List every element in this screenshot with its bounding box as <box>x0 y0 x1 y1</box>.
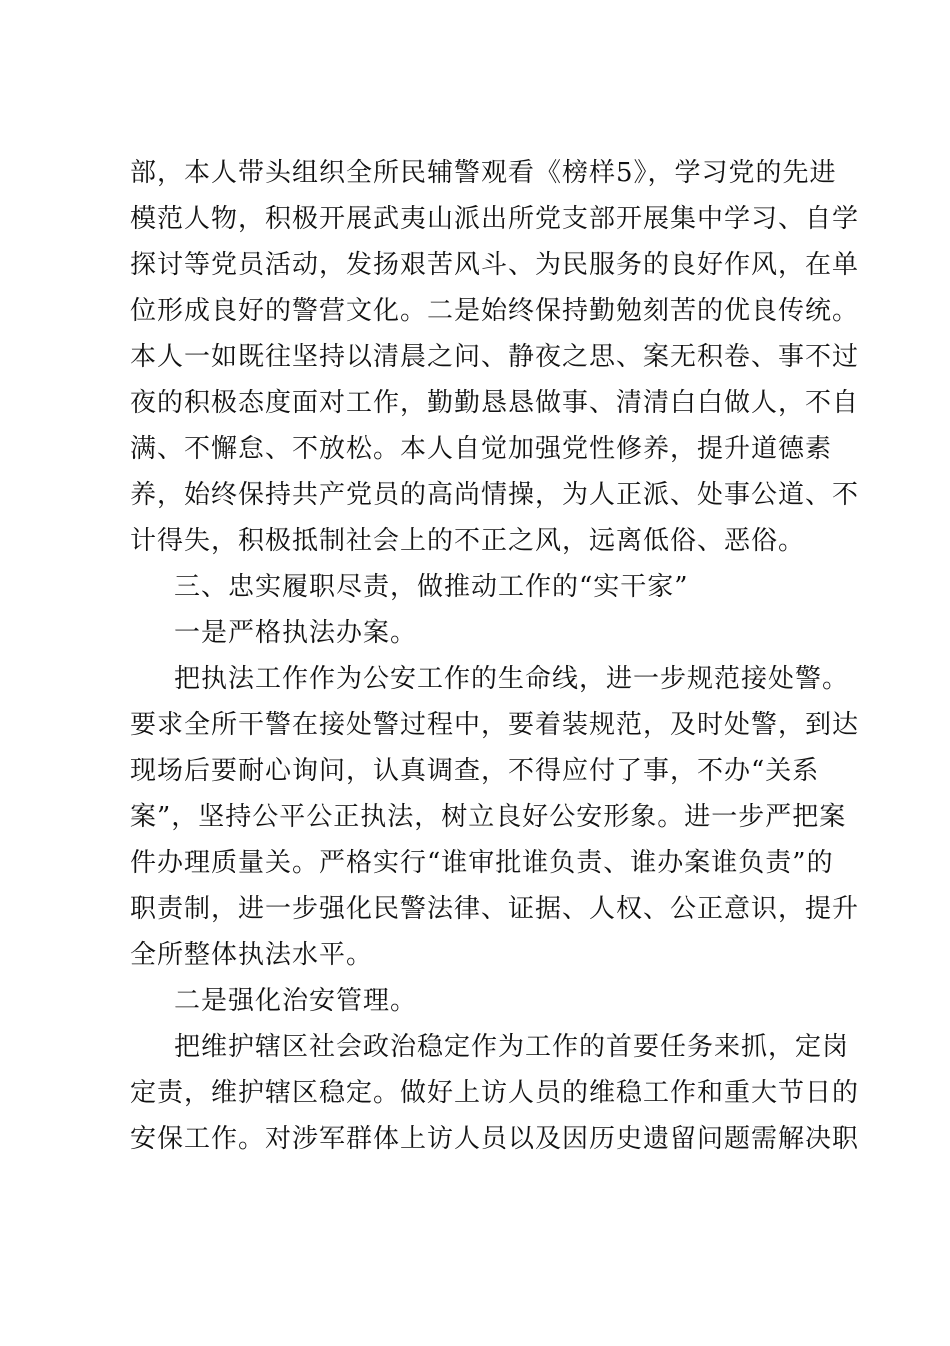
text-line: 满、不懈怠、不放松。本人自觉加强党性修养，提升道德素 <box>130 434 833 464</box>
text-line: 现场后要耐心询问，认真调查，不得应付了事，不办“关系 <box>130 756 820 786</box>
paragraph-start-line: 把执法工作作为公安工作的生命线，进一步规范接处警。 <box>174 664 850 694</box>
text-line: 全所整体执法水平。 <box>130 940 374 970</box>
text-line: 案”，坚持公平公正执法，树立良好公安形象。进一步严把案 <box>130 802 847 832</box>
text-line: 安保工作。对涉军群体上访人员以及因历史遗留问题需解决职 <box>130 1124 860 1154</box>
document-body <box>130 150 860 1162</box>
text-line: 模范人物，积极开展武夷山派出所党支部开展集中学习、自学 <box>130 204 860 234</box>
text-line: 位形成良好的警营文化。二是始终保持勤勉刻苦的优良传统。 <box>130 296 860 326</box>
subheading: 一是严格执法办案。 <box>174 618 418 648</box>
text-line: 夜的积极态度面对工作，勤勤恳恳做事、清清白白做人，不自 <box>130 388 860 418</box>
text-line: 本人一如既往坚持以清晨之问、静夜之思、案无积卷、事不过 <box>130 342 860 372</box>
paragraph-start-line: 把维护辖区社会政治稳定作为工作的首要任务来抓，定岗 <box>174 1032 850 1062</box>
subheading: 二是强化治安管理。 <box>174 986 418 1016</box>
text-line: 件办理质量关。严格实行“谁审批谁负责、谁办案谁负责”的 <box>130 848 834 878</box>
text-line: 要求全所干警在接处警过程中，要着装规范，及时处警，到达 <box>130 710 860 740</box>
section-heading: 三、忠实履职尽责，做推动工作的“实干家” <box>174 572 689 602</box>
text-line: 职责制，进一步强化民警法律、证据、人权、公正意识，提升 <box>130 894 860 924</box>
text-line: 探讨等党员活动，发扬艰苦风斗、为民服务的良好作风，在单 <box>130 250 860 280</box>
text-line: 部，本人带头组织全所民辅警观看《榜样5》，学习党的先进 <box>130 158 837 188</box>
text-line: 计得失，积极抵制社会上的不正之风，远离低俗、恶俗。 <box>130 526 806 556</box>
text-line: 养，始终保持共产党员的高尚情操，为人正派、处事公道、不 <box>130 480 860 510</box>
text-line: 定责，维护辖区稳定。做好上访人员的维稳工作和重大节日的 <box>130 1078 860 1108</box>
